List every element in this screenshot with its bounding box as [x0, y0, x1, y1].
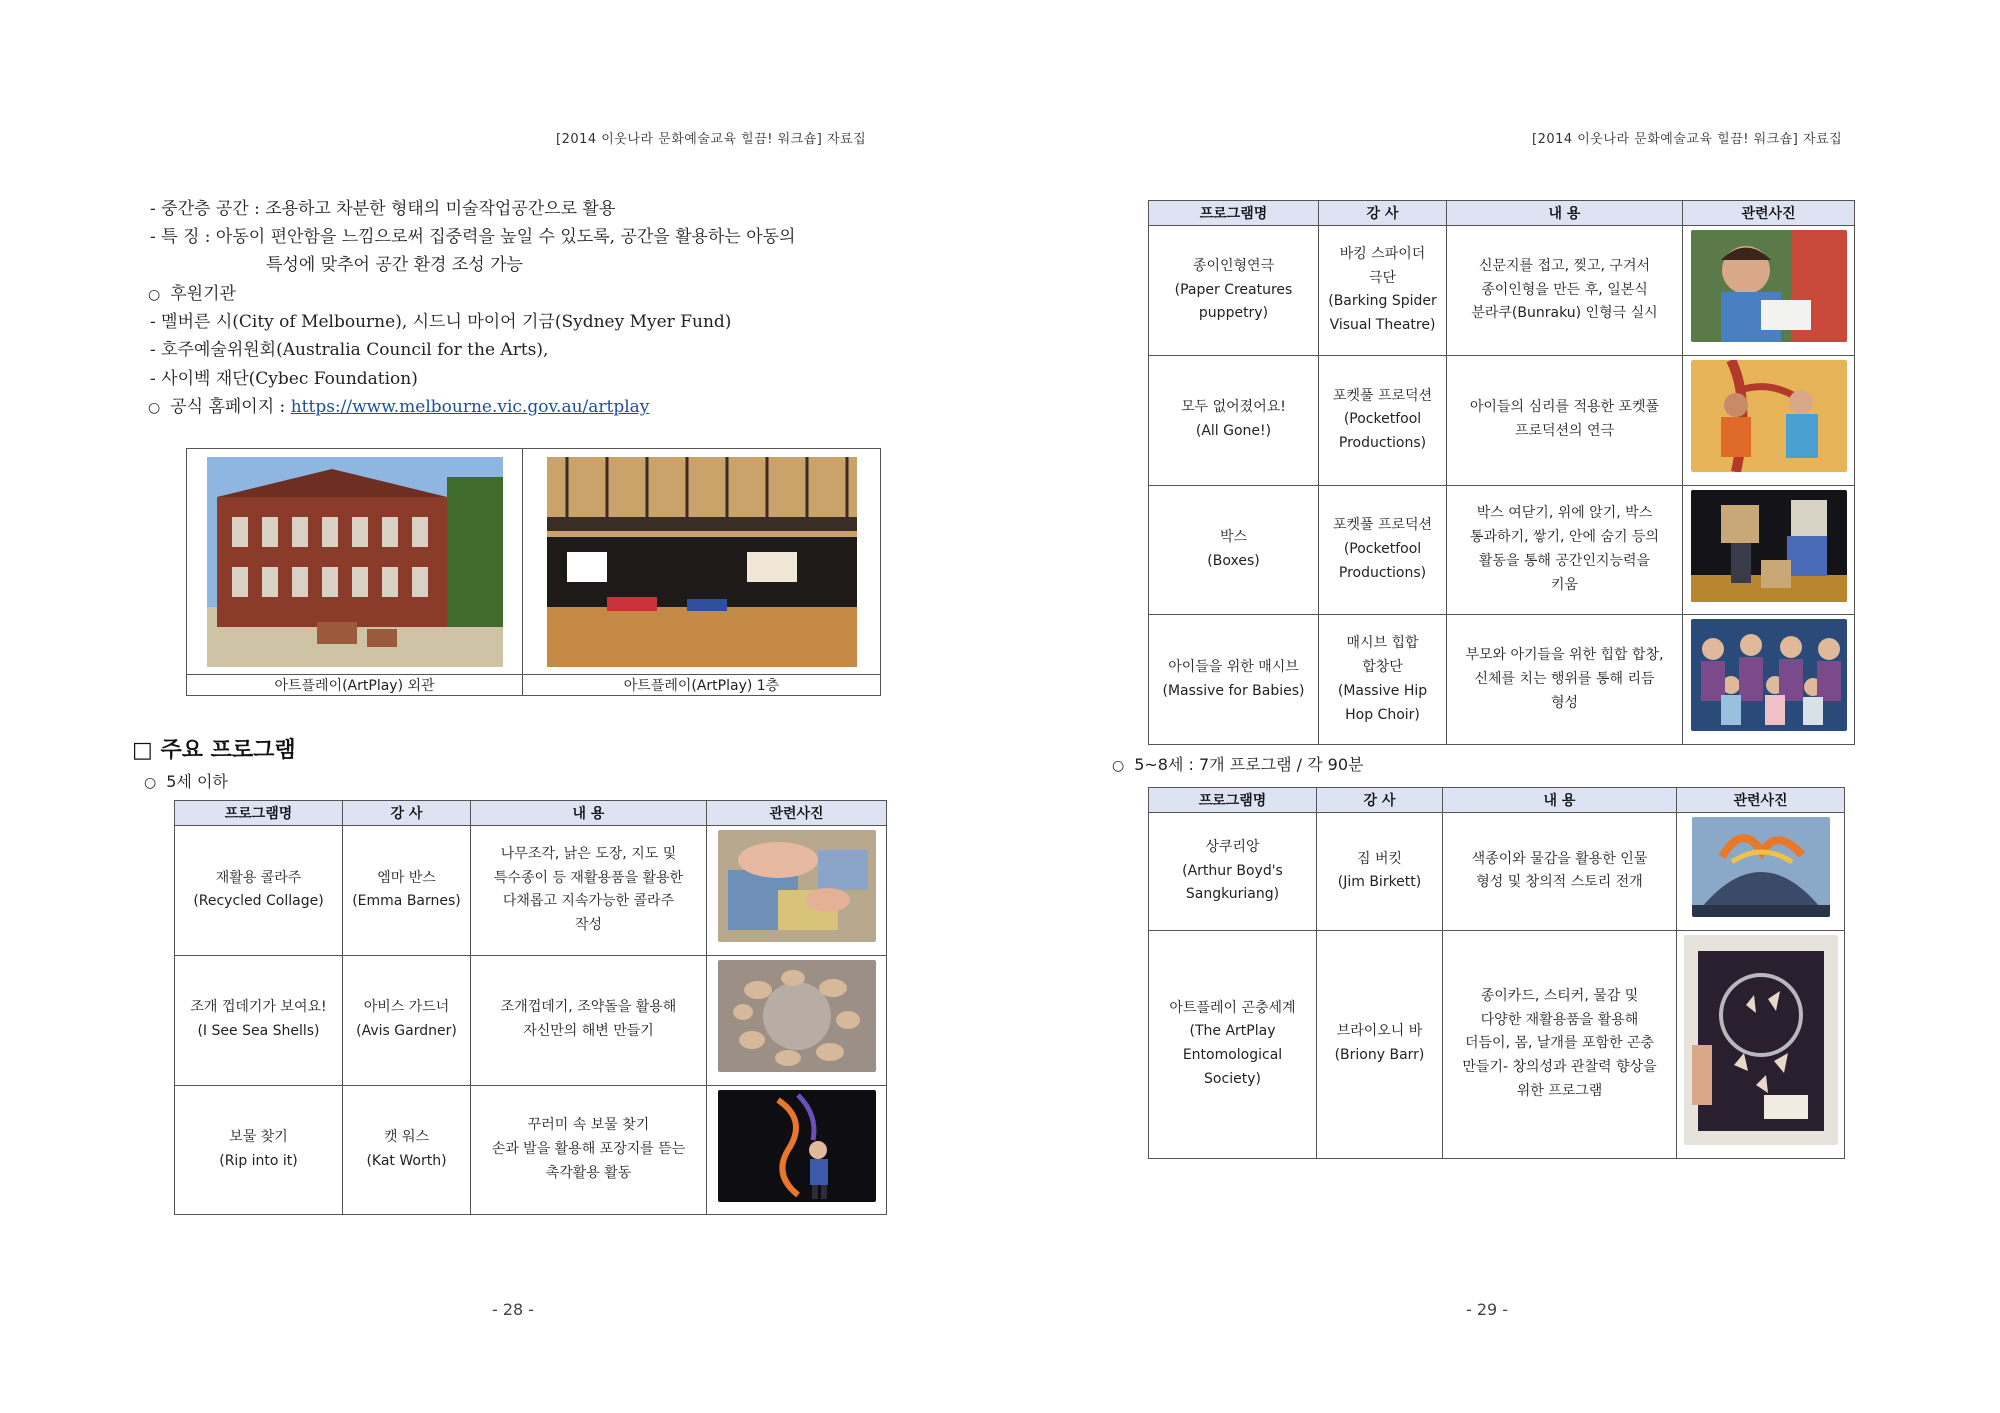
page-number-left: - 28 - — [492, 1300, 535, 1319]
page-number-right: - 29 - — [1466, 1300, 1509, 1319]
massive-for-babies-photo — [1691, 619, 1847, 731]
col-header-name: 프로그램명 — [1149, 201, 1319, 226]
program-table-under5 — [174, 800, 887, 1215]
program-instructor: 캣 워스 (Kat Worth) — [343, 1085, 471, 1215]
program-table-top — [1148, 200, 1855, 745]
program-photo-cell — [707, 826, 887, 956]
paper-creatures-photo — [1691, 230, 1847, 342]
program-instructor: 아비스 가드너 (Avis Gardner) — [343, 955, 471, 1085]
program-content: 종이카드, 스티커, 물감 및 다양한 재활용품을 활용해 더듬이, 몸, 날개를 포함한 곤충 만들기- 창의성과 관찰력 향상을 위한 프로그램 — [1443, 930, 1677, 1158]
boxes-photo — [1691, 490, 1847, 602]
program-name: 박스 (Boxes) — [1149, 485, 1319, 615]
circle-bullet-icon: ○ — [1112, 758, 1125, 774]
rip-into-it-photo — [718, 1090, 876, 1202]
table-row — [175, 955, 887, 1085]
program-photo-cell — [1683, 615, 1855, 745]
sea-shells-photo — [718, 960, 876, 1072]
program-name: 재활용 콜라주 (Recycled Collage) — [175, 826, 343, 956]
table-row — [1149, 930, 1845, 1158]
sangkuriang-photo — [1692, 817, 1830, 917]
col-header-instructor: 강 사 — [1319, 201, 1447, 226]
program-instructor: 엠마 반스 (Emma Barnes) — [343, 826, 471, 956]
program-instructor: 짐 버킷 (Jim Birkett) — [1317, 813, 1443, 931]
program-content: 박스 여닫기, 위에 앉기, 박스 통과하기, 쌓기, 안에 숨기 등의 활동을 통해 공간인지능력을 키움 — [1447, 485, 1683, 615]
program-photo-cell — [1677, 930, 1845, 1158]
program-name: 종이인형연극 (Paper Creatures puppetry) — [1149, 226, 1319, 356]
table-header-row — [1149, 788, 1845, 813]
col-header-content: 내 용 — [471, 801, 707, 826]
bullet-middle-floor: - 중간층 공간 : 조용하고 차분한 형태의 미술작업공간으로 활용 — [150, 199, 616, 219]
program-photo-cell — [707, 1085, 887, 1215]
running-header-right: [2014 이웃나라 문화예술교육 힐끔! 워크숍] 자료집 — [1532, 132, 1843, 147]
program-content: 부모와 아기들을 위한 힙합 합창, 신체를 치는 행위를 통해 리듬 형성 — [1447, 615, 1683, 745]
age-group-5to8: ○ 5~8세 : 7개 프로그램 / 각 90분 — [1112, 755, 1364, 774]
sponsor-item: - 호주예술위원회(Australia Council for the Arts), — [150, 340, 549, 360]
sponsor-item: - 멜버른 시(City of Melbourne), 시드니 마이어 기금(Sydney Myer Fund) — [150, 312, 732, 332]
artplay-exterior-photo — [207, 457, 503, 667]
artplay-interior-caption: 아트플레이(ArtPlay) 1층 — [523, 675, 881, 696]
age-group-under5: ○ 5세 이하 — [144, 772, 228, 791]
table-row — [175, 1085, 887, 1215]
circle-bullet-icon: ○ — [148, 287, 161, 303]
program-name: 조개 껍데기가 보여요! (I See Sea Shells) — [175, 955, 343, 1085]
artplay-photo-table — [186, 448, 881, 696]
program-instructor: 브라이오니 바 (Briony Barr) — [1317, 930, 1443, 1158]
col-header-name: 프로그램명 — [175, 801, 343, 826]
table-header-row — [175, 801, 887, 826]
program-content: 나무조각, 낡은 도장, 지도 및 특수종이 등 재활용품을 활용한 다채롭고 지속가능한 콜라주 작성 — [471, 826, 707, 956]
artplay-exterior-caption: 아트플레이(ArtPlay) 외관 — [187, 675, 523, 696]
artplay-interior-photo — [547, 457, 857, 667]
program-table-5to8 — [1148, 787, 1845, 1159]
artplay-exterior-cell — [187, 449, 523, 675]
homepage-line: ○ 공식 홈페이지 : https://www.melbourne.vic.gov.au/artplay — [148, 397, 650, 417]
circle-bullet-icon: ○ — [148, 400, 161, 416]
col-header-photo: 관련사진 — [707, 801, 887, 826]
program-instructor: 포켓풀 프로덕션 (Pocketfool Productions) — [1319, 355, 1447, 485]
entomological-society-photo — [1684, 935, 1838, 1145]
program-photo-cell — [1683, 355, 1855, 485]
all-gone-photo — [1691, 360, 1847, 472]
col-header-instructor: 강 사 — [343, 801, 471, 826]
program-name: 모두 없어졌어요! (All Gone!) — [1149, 355, 1319, 485]
table-row — [175, 826, 887, 956]
col-header-name: 프로그램명 — [1149, 788, 1317, 813]
table-row — [1149, 485, 1855, 615]
program-instructor: 바킹 스파이더 극단 (Barking Spider Visual Theatre) — [1319, 226, 1447, 356]
program-instructor: 포켓풀 프로덕션 (Pocketfool Productions) — [1319, 485, 1447, 615]
program-content: 색종이와 물감을 활용한 인물 형성 및 창의적 스토리 전개 — [1443, 813, 1677, 931]
program-content: 꾸러미 속 보물 찾기 손과 발을 활용해 포장지를 뜯는 촉각활용 활동 — [471, 1085, 707, 1215]
col-header-instructor: 강 사 — [1317, 788, 1443, 813]
col-header-photo: 관련사진 — [1677, 788, 1845, 813]
homepage-link[interactable]: https://www.melbourne.vic.gov.au/artplay — [290, 397, 650, 417]
program-photo-cell — [707, 955, 887, 1085]
program-content: 조개껍데기, 조약돌을 활용해 자신만의 해변 만들기 — [471, 955, 707, 1085]
section-title: □ 주요 프로그램 — [132, 738, 296, 763]
artplay-interior-cell — [523, 449, 881, 675]
col-header-photo: 관련사진 — [1683, 201, 1855, 226]
circle-bullet-icon: ○ — [144, 775, 157, 791]
program-photo-cell — [1677, 813, 1845, 931]
program-name: 보물 찾기 (Rip into it) — [175, 1085, 343, 1215]
table-row — [1149, 615, 1855, 745]
program-photo-cell — [1683, 485, 1855, 615]
table-row — [1149, 226, 1855, 356]
program-content: 아이들의 심리를 적용한 포켓풀 프로덕션의 연극 — [1447, 355, 1683, 485]
program-name: 아이들을 위한 매시브 (Massive for Babies) — [1149, 615, 1319, 745]
program-content: 신문지를 접고, 찢고, 구겨서 종이인형을 만든 후, 일본식 분라쿠(Bunraku) 인형극 실시 — [1447, 226, 1683, 356]
col-header-content: 내 용 — [1443, 788, 1677, 813]
sponsor-item: - 사이벡 재단(Cybec Foundation) — [150, 369, 418, 389]
bullet-features: - 특 징 : 아동이 편안함을 느낌으로써 집중력을 높일 수 있도록, 공간을 활용하는 아동의 — [150, 227, 796, 247]
program-instructor: 매시브 힙합 합창단 (Massive Hip Hop Choir) — [1319, 615, 1447, 745]
table-header-row — [1149, 201, 1855, 226]
recycled-collage-photo — [718, 830, 876, 942]
table-row — [1149, 355, 1855, 485]
sponsor-heading: ○ 후원기관 — [148, 284, 236, 304]
bullet-features-cont: 특성에 맞추어 공간 환경 조성 가능 — [266, 255, 523, 275]
program-name: 상쿠리앙 (Arthur Boyd's Sangkuriang) — [1149, 813, 1317, 931]
running-header-left: [2014 이웃나라 문화예술교육 힐끔! 워크숍] 자료집 — [556, 132, 867, 147]
table-row — [1149, 813, 1845, 931]
program-name: 아트플레이 곤충세계 (The ArtPlay Entomological Society) — [1149, 930, 1317, 1158]
program-photo-cell — [1683, 226, 1855, 356]
col-header-content: 내 용 — [1447, 201, 1683, 226]
